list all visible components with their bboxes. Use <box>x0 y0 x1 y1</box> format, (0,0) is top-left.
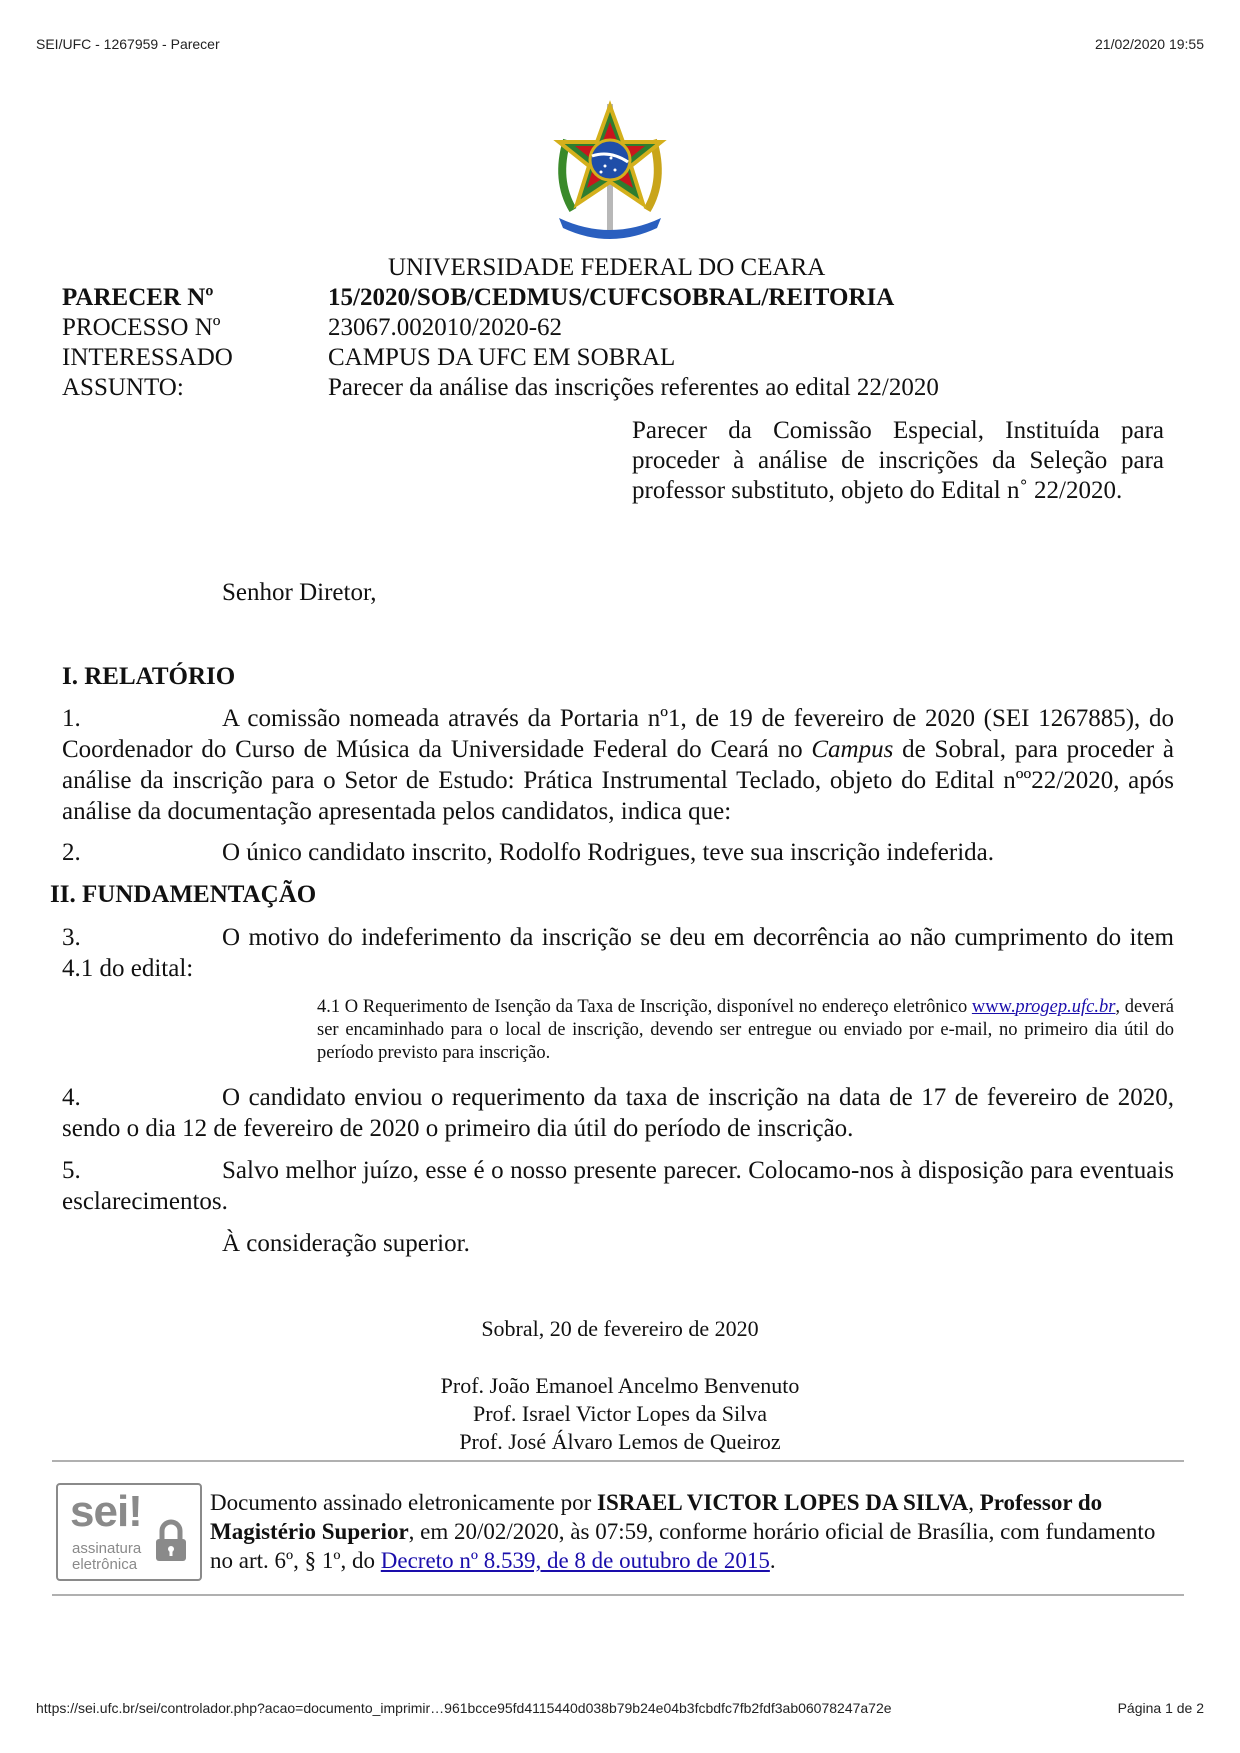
meta-value: 15/2020/SOB/CEDMUS/CUFCSOBRAL/REITORIA <box>328 284 895 311</box>
print-footer-url: https://sei.ufc.br/sei/controlador.php?acao=documento_imprimir…961bcce95fd4115440d038b79b24e04b3fcbdfc7fb2fdf3ab06078247a72e <box>36 1700 892 1716</box>
paragraph-2 <box>62 838 1174 868</box>
divider-top <box>52 1460 1184 1462</box>
meta-value: 23067.002010/2020-62 <box>328 314 563 341</box>
paragraph-number: 2. <box>62 839 81 866</box>
signature-statement: Documento assinado eletronicamente por ISRAEL VICTOR LOPES DA SILVA, Professor do Magistério Superior, em 20/02/2020, às 07:59, conforme horário oficial de Brasília, com fundamento no art. 6º, § 1º, do Decreto nº 8.539, de 8 de outubro de 2015. <box>210 1490 1156 1573</box>
progep-link[interactable]: www.progep.ufc.br <box>971 997 1116 1017</box>
salutation: Senhor Diretor, <box>222 579 377 606</box>
paragraph-number: 1. <box>62 705 81 732</box>
signers-block <box>0 1372 1240 1456</box>
meta-value: CAMPUS DA UFC EM SOBRAL <box>328 344 676 371</box>
meta-row-assunto <box>62 373 1062 403</box>
meta-label: ASSUNTO: <box>62 374 184 401</box>
meta-row-processo <box>62 313 1062 343</box>
paragraph-italic: Campus <box>811 736 894 763</box>
university-title: UNIVERSIDADE FEDERAL DO CEARA <box>388 254 826 281</box>
closing-line: À consideração superior. <box>222 1230 470 1257</box>
paragraph-number: 5. <box>62 1157 81 1184</box>
divider-bottom <box>52 1594 1184 1596</box>
paragraph-4 <box>62 1082 1174 1144</box>
meta-row-parecer <box>62 283 1062 313</box>
paragraph-text: A comissão nomeada através da Portaria nº1, de 19 de fevereiro de 2020 (SEI 1267885), do Coordenador do Curso de Música da Universidade Federal do Ceará no <box>62 705 1174 763</box>
paragraph-text: de Sobral, para proceder à análise da inscrição para o Setor de Estudo: Prática Instrumental Teclado, objeto do Edital nºº22/2020, após análise da documentação apresentada pelos candidatos, indica que: <box>62 736 1175 825</box>
meta-row-interessado <box>62 343 1062 373</box>
decree-link[interactable]: Decreto nº 8.539, de 8 de outubro de 2015 <box>380 1548 770 1573</box>
meta-label: PROCESSO Nº <box>62 314 221 341</box>
quote-text: 4.1 O Requerimento de Isenção da Taxa de Inscrição, disponível no endereço eletrônico <box>317 997 972 1017</box>
paragraph-text: Salvo melhor juízo, esse é o nosso presente parecer. Colocamo-nos à disposição para eventuais esclarecimentos. <box>62 1157 1174 1215</box>
section-heading-relatorio: I. RELATÓRIO <box>62 663 236 690</box>
quote-text: , deverá ser encaminhado para o local de inscrição, devendo ser entregue ou enviado por e-mail, no primeiro dia útil do período previsto para inscrição. <box>317 997 1175 1063</box>
meta-label: INTERESSADO <box>62 344 233 371</box>
print-footer-page: Página 1 de 2 <box>1117 1700 1204 1716</box>
paragraph-text: O candidato enviou o requerimento da taxa de inscrição na data de 17 de fevereiro de 2020, sendo o dia 12 de fevereiro de 2020 o primeiro dia útil do período de inscrição. <box>62 1084 1174 1142</box>
print-header-title: SEI/UFC - 1267959 - Parecer <box>36 36 220 52</box>
paragraph-text: O único candidato inscrito, Rodolfo Rodrigues, teve sua inscrição indeferida. <box>222 839 995 866</box>
paragraph-5 <box>62 1155 1174 1217</box>
paragraph-1 <box>62 703 1174 827</box>
signer-name: Prof. Israel Victor Lopes da Silva <box>473 1401 767 1426</box>
signer-name: Prof. João Emanoel Ancelmo Benvenuto <box>440 1373 800 1398</box>
meta-value: Parecer da análise das inscrições referentes ao edital 22/2020 <box>328 374 939 401</box>
meta-table <box>62 283 1062 403</box>
meta-label: PARECER Nº <box>62 284 214 311</box>
signer-name: Prof. José Álvaro Lemos de Queiroz <box>459 1429 781 1454</box>
brazil-coat-of-arms-icon <box>545 100 675 242</box>
sei-signature-seal <box>56 1483 202 1581</box>
place-date: Sobral, 20 de fevereiro de 2020 <box>481 1316 759 1341</box>
paragraph-number: 4. <box>62 1084 81 1111</box>
paragraph-number: 3. <box>62 924 81 951</box>
summary-paragraph: Parecer da Comissão Especial, Instituída para proceder à análise de inscrições da Seleção para professor substituto, objeto do Edital n˚ 22/2020. <box>632 417 1164 504</box>
sei-seal-caption: assinatura eletrônica <box>72 1540 142 1573</box>
paragraph-text: O motivo do indeferimento da inscrição se deu em decorrência ao não cumprimento do item 4.1 do edital: <box>62 924 1174 982</box>
edital-quote <box>317 996 1174 1065</box>
print-header-datetime: 21/02/2020 19:55 <box>1095 36 1204 52</box>
padlock-icon <box>154 1519 188 1568</box>
paragraph-3 <box>62 922 1174 984</box>
section-heading-fundamentacao: II. FUNDAMENTAÇÃO <box>50 881 317 908</box>
role-highlight: Professor do Magistério Superior <box>210 1490 1103 1544</box>
sei-logo: sei! <box>70 1487 142 1536</box>
signer-highlight: ISRAEL VICTOR LOPES DA SILVA <box>597 1490 969 1515</box>
